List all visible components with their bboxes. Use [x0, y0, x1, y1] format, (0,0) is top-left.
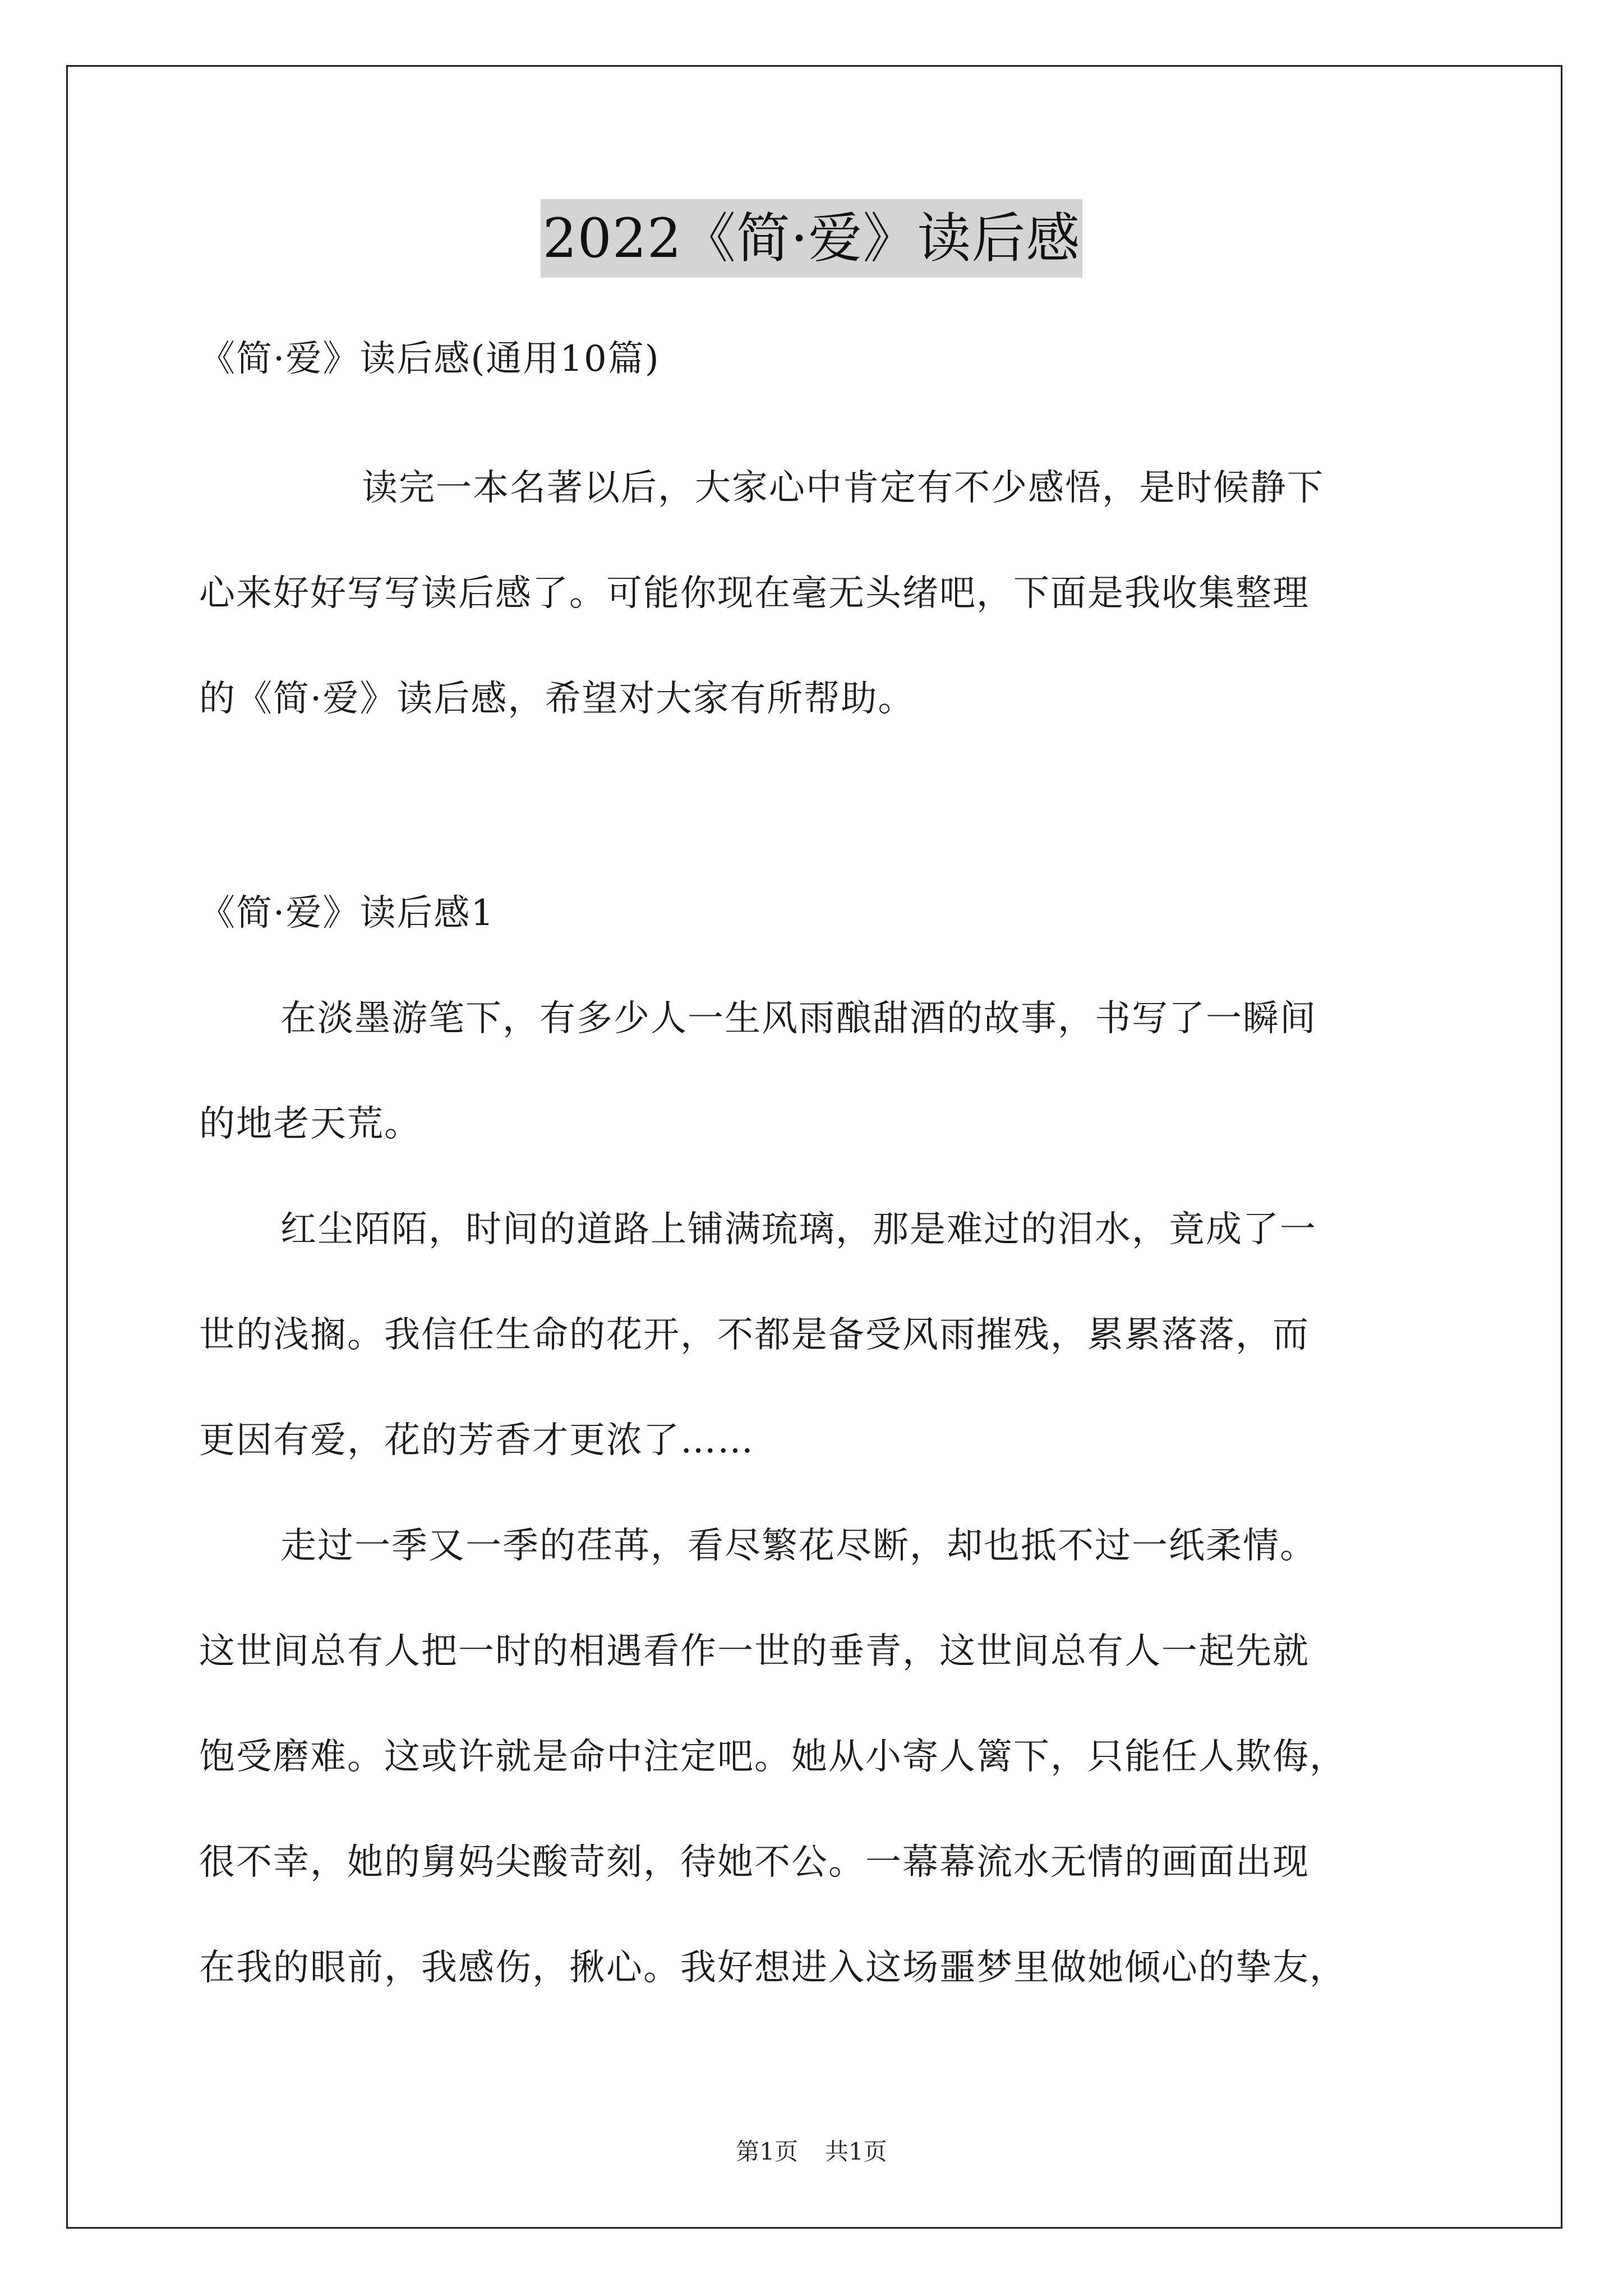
body-line: 在我的眼前，我感伤，揪心。我好想进入这场噩梦里做她倾心的挚友，	[199, 1947, 1347, 1989]
page-border	[66, 65, 1562, 2229]
body-line: 在淡墨游笔下，有多少人一生风雨酿甜酒的故事，书写了一瞬间	[280, 998, 1317, 1039]
body-line: 红尘陌陌，时间的道路上铺满琉璃，那是难过的泪水，竟成了一	[280, 1209, 1317, 1250]
intro-line: 读完一本名著以后，大家心中肯定有不少感悟，是时候静下	[362, 467, 1324, 509]
document-title: 2022《简·爱》读后感	[541, 199, 1083, 278]
body-line: 很不幸，她的舅妈尖酸苛刻，待她不公。一幕幕流水无情的画面出现	[199, 1842, 1310, 1883]
body-line: 更因有爱，花的芳香才更浓了……	[199, 1420, 754, 1461]
intro-line: 心来好好写写读后感了。可能你现在毫无头绪吧，下面是我收集整理	[199, 573, 1310, 614]
document-subtitle: 《简·爱》读后感(通用10篇)	[199, 338, 660, 380]
body-line: 走过一季又一季的荏苒，看尽繁花尽断，却也抵不过一纸柔情。	[280, 1525, 1317, 1567]
section-heading: 《简·爱》读后感1	[199, 892, 495, 934]
page-number: 第1页	[736, 2138, 798, 2165]
intro-line: 的《简·爱》读后感，希望对大家有所帮助。	[199, 678, 915, 720]
page-total: 共1页	[825, 2138, 887, 2165]
body-line: 世的浅搁。我信任生命的花开，不都是备受风雨摧残，累累落落，而	[199, 1314, 1310, 1356]
page-footer	[0, 2136, 1623, 2168]
title-container	[0, 199, 1623, 278]
body-line: 饱受磨难。这或许就是命中注定吧。她从小寄人篱下，只能任人欺侮，	[199, 1736, 1347, 1778]
body-line: 这世间总有人把一时的相遇看作一世的垂青，这世间总有人一起先就	[199, 1631, 1310, 1672]
body-line: 的地老天荒。	[199, 1103, 421, 1145]
